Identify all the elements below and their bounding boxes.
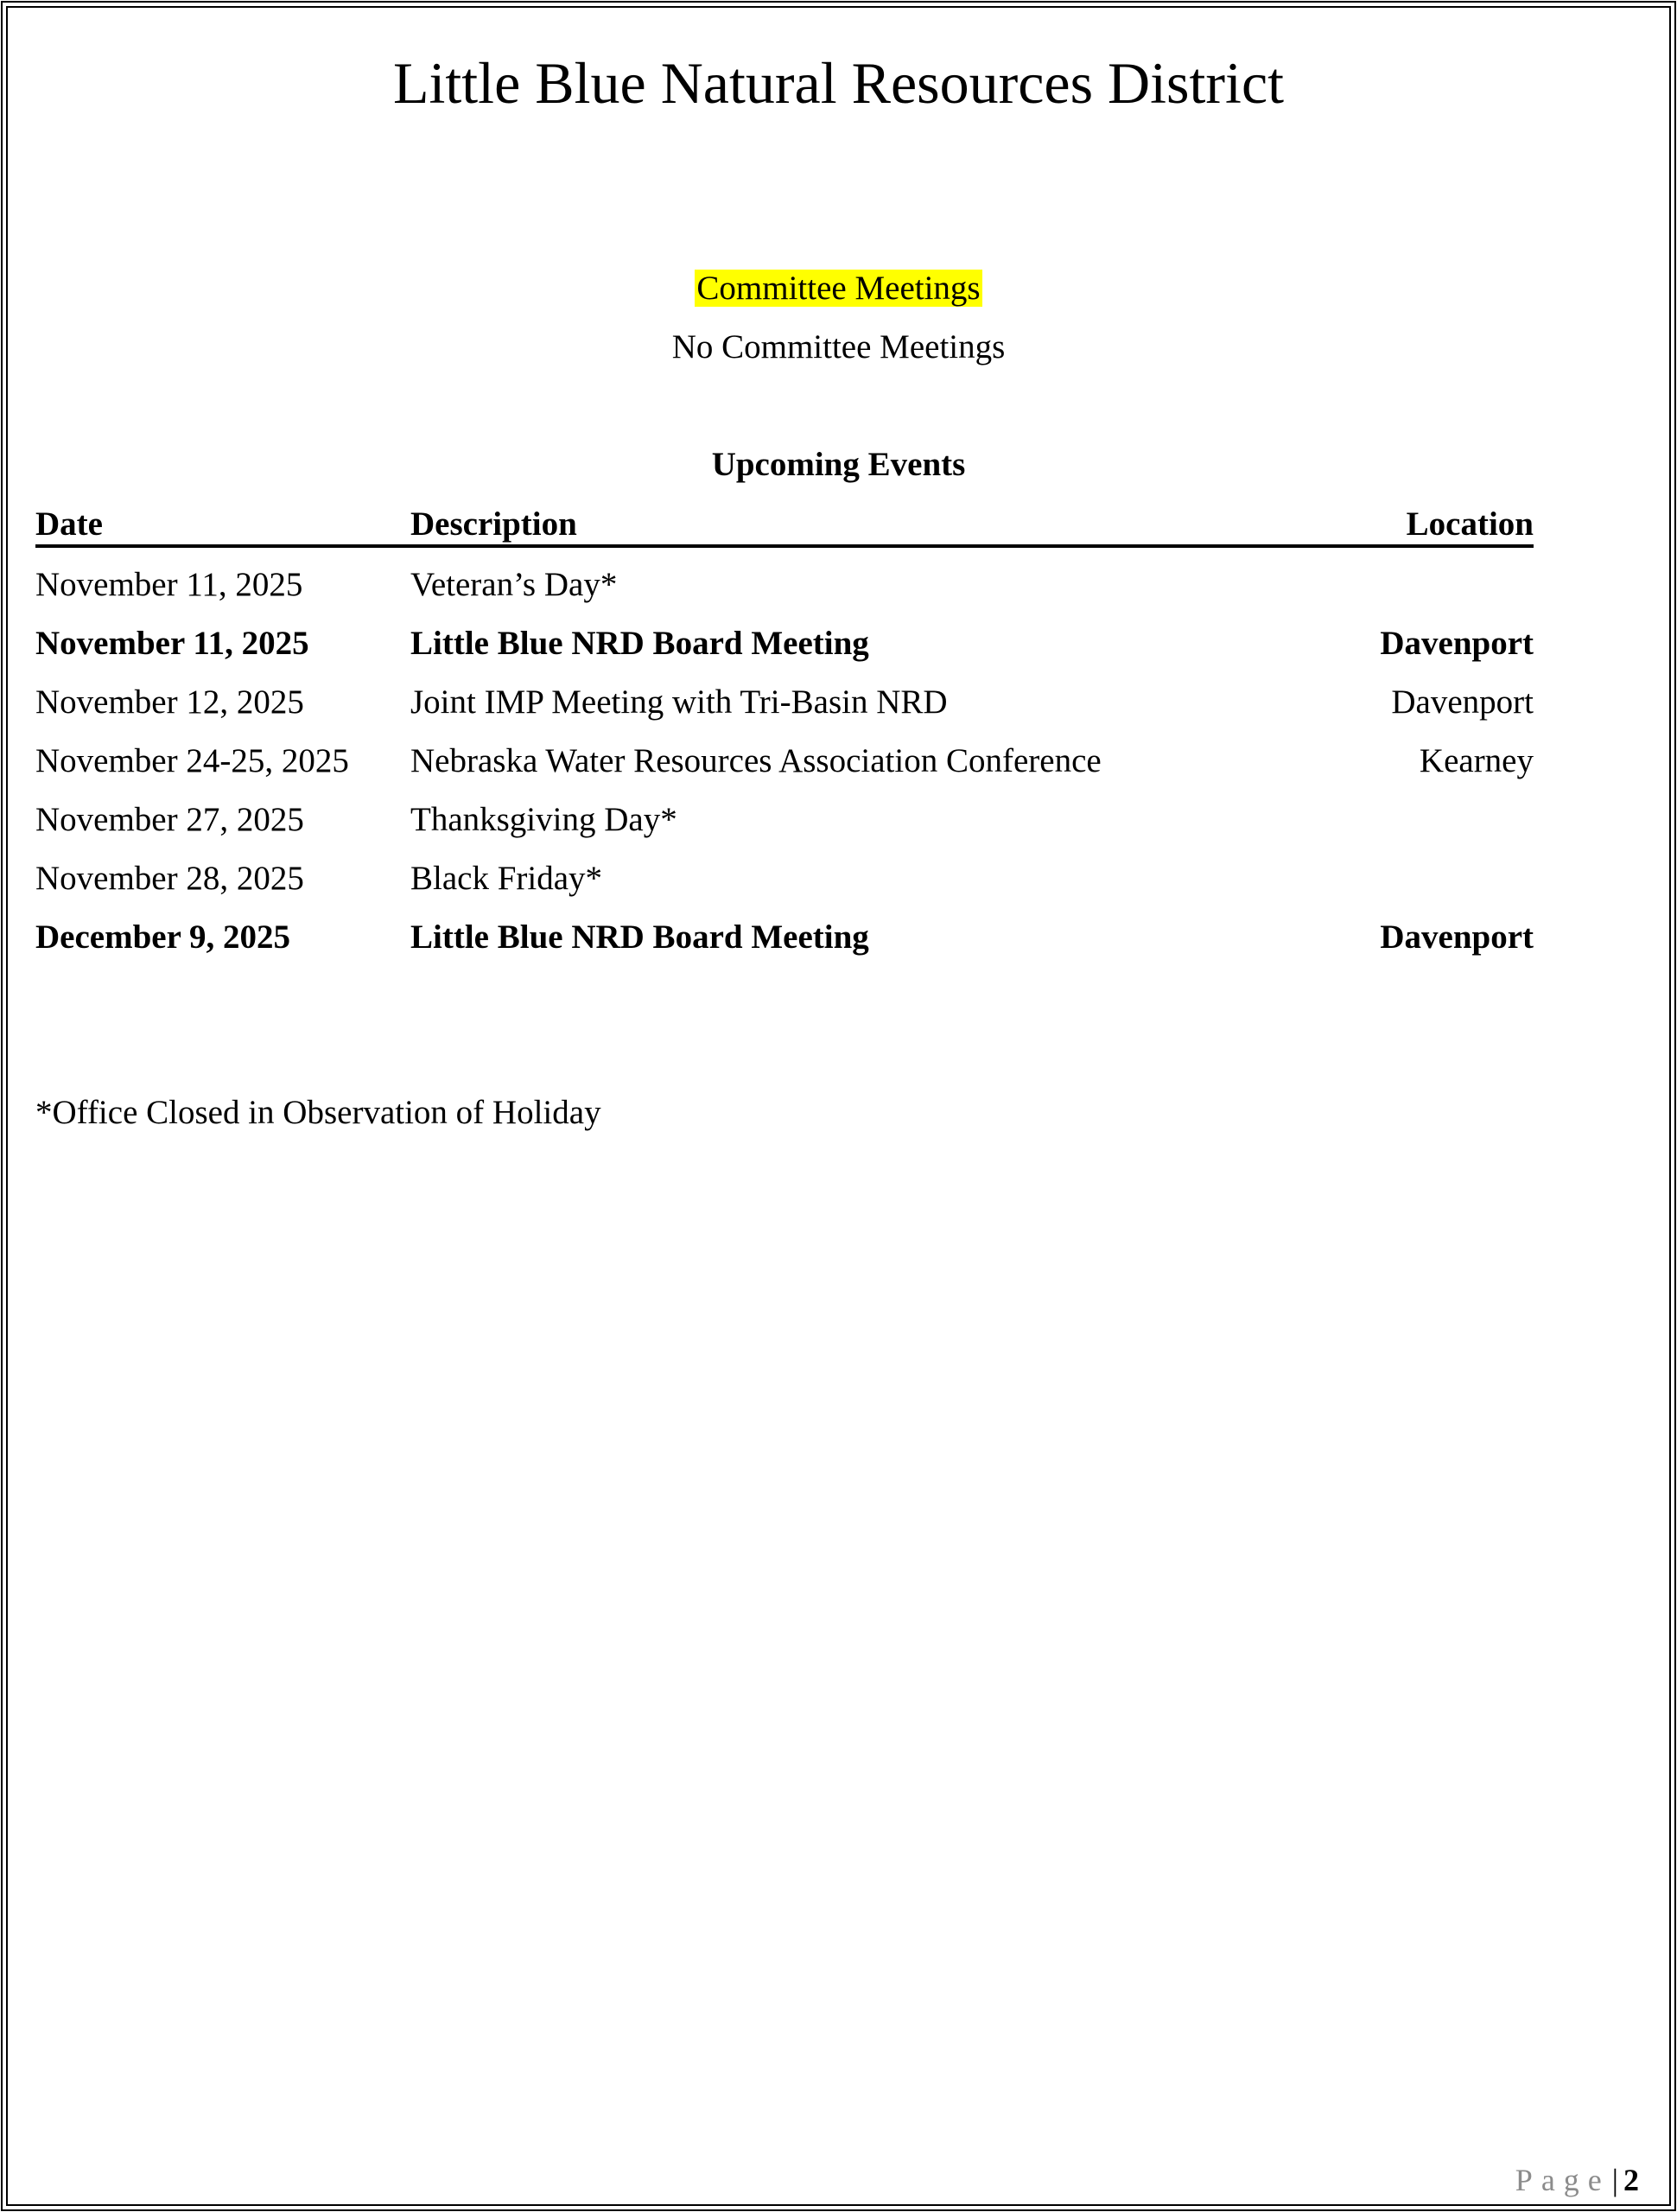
holiday-footnote: *Office Closed in Observation of Holiday xyxy=(35,1094,601,1131)
event-date: November 11, 2025 xyxy=(35,566,303,603)
events-table xyxy=(35,505,1534,976)
column-header-location: Location xyxy=(1406,505,1534,543)
event-location: Davenport xyxy=(1391,683,1534,721)
event-date: December 9, 2025 xyxy=(35,918,290,956)
event-description: Veteran’s Day* xyxy=(410,566,618,603)
page-number: 2 xyxy=(1623,2163,1639,2197)
event-date: November 12, 2025 xyxy=(35,683,304,721)
event-description: Joint IMP Meeting with Tri-Basin NRD xyxy=(410,683,948,721)
document-title: Little Blue Natural Resources District xyxy=(392,50,1285,116)
event-date: November 27, 2025 xyxy=(35,801,304,838)
table-row xyxy=(35,918,1534,976)
table-row xyxy=(35,800,1534,859)
event-description: Little Blue NRD Board Meeting xyxy=(410,625,869,662)
column-header-description: Description xyxy=(410,505,577,543)
column-header-date: Date xyxy=(35,505,103,543)
events-table-header xyxy=(35,505,1534,548)
committee-meetings-status: No Committee Meetings xyxy=(671,328,1006,365)
event-date: November 28, 2025 xyxy=(35,860,304,897)
committee-meetings-heading-text: Committee Meetings xyxy=(696,270,981,307)
table-row xyxy=(35,565,1534,624)
page-footer xyxy=(1515,2162,1639,2199)
event-description: Nebraska Water Resources Association Conference xyxy=(410,742,1102,779)
committee-meetings-heading xyxy=(0,270,1677,308)
event-location: Davenport xyxy=(1380,918,1534,956)
table-row xyxy=(35,624,1534,683)
table-row xyxy=(35,683,1534,741)
table-row xyxy=(35,859,1534,918)
event-description: Black Friday* xyxy=(410,860,603,897)
page-separator: | xyxy=(1611,2163,1618,2197)
events-table-body xyxy=(35,565,1534,976)
event-location: Davenport xyxy=(1380,625,1534,662)
event-description: Little Blue NRD Board Meeting xyxy=(410,918,869,956)
event-location: Kearney xyxy=(1419,742,1534,779)
upcoming-events-heading: Upcoming Events xyxy=(711,446,966,483)
event-date: November 24-25, 2025 xyxy=(35,742,349,779)
table-row xyxy=(35,741,1534,800)
event-description: Thanksgiving Day* xyxy=(410,801,677,838)
event-date: November 11, 2025 xyxy=(35,625,309,662)
page-label: Page xyxy=(1515,2163,1610,2197)
